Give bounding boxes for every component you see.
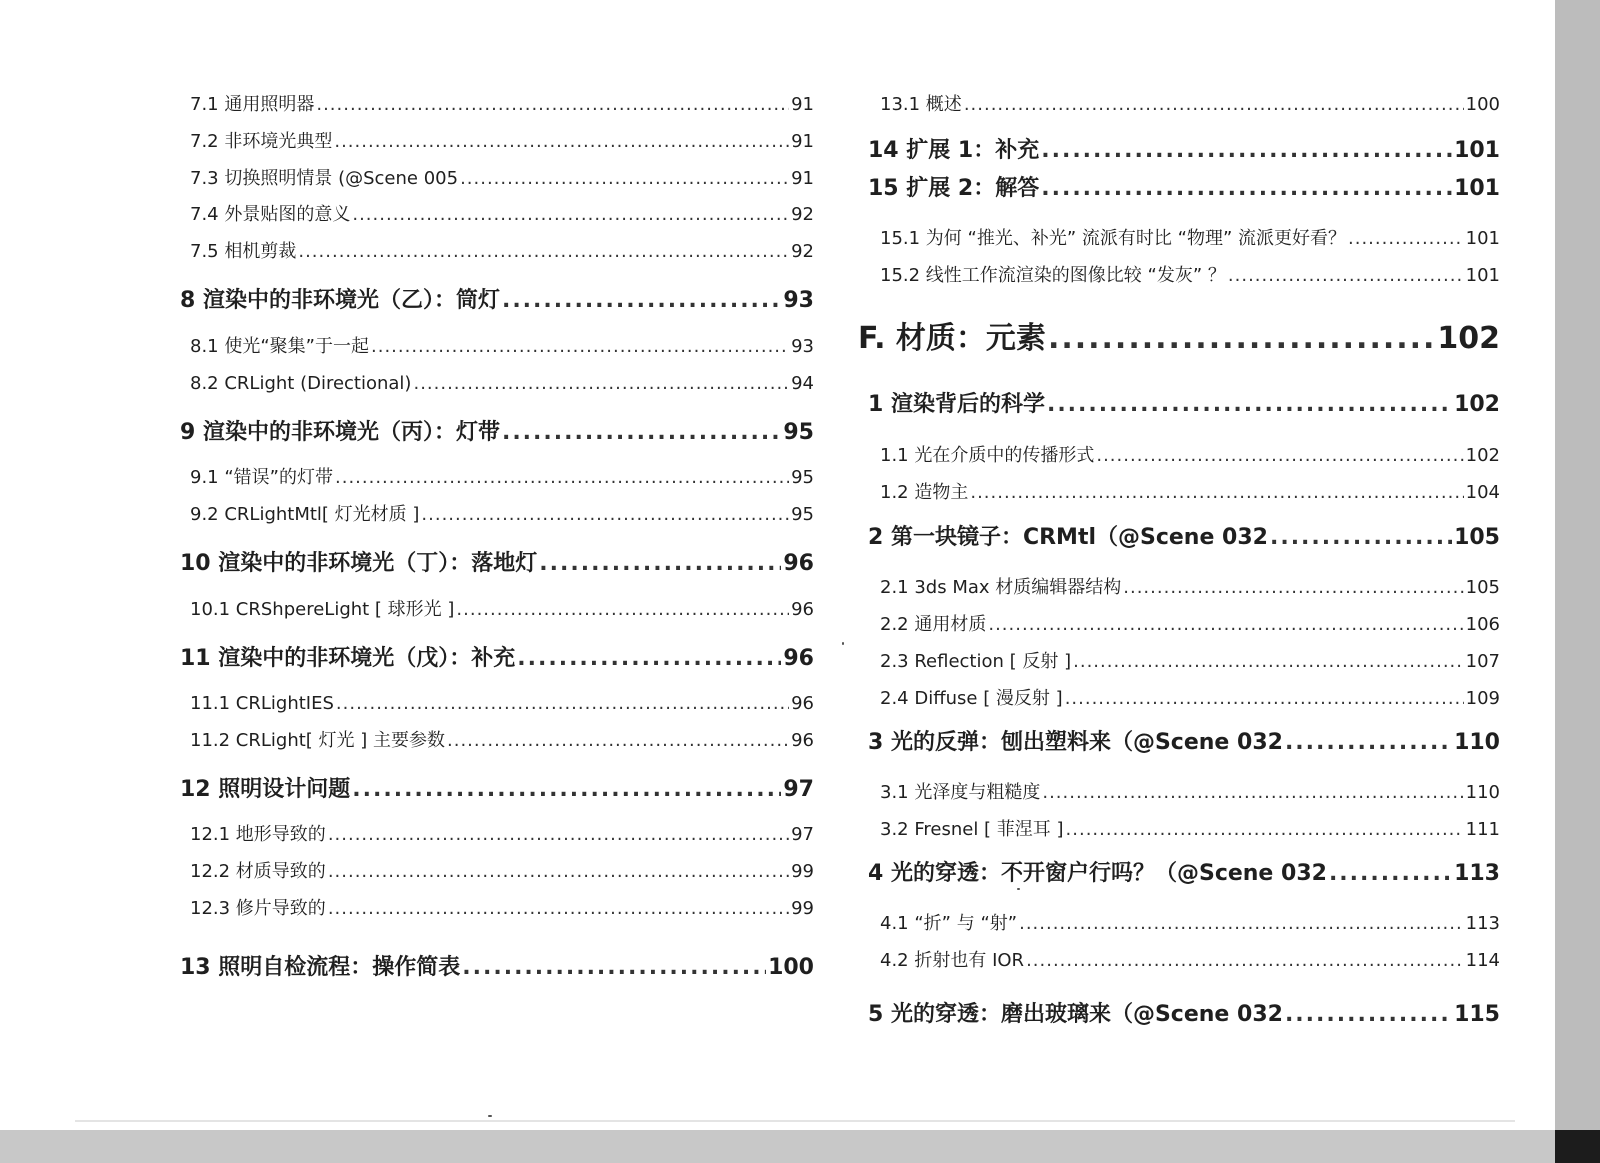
toc-entry [880,684,1500,714]
toc-entry-title: 2.2 通用材质 [880,614,987,635]
toc-leader-dots [1041,172,1452,206]
toc-entry [880,647,1500,677]
toc-entry-title: 10 渲染中的非环境光（丁）：落地灯 [180,551,538,576]
toc-leader-dots [328,894,789,924]
toc-entry-title: 7.3 切换照明情景 (@Scene 005 [190,168,459,189]
toc-leader-dots [1073,647,1464,677]
toc-page-number: 95 [783,420,814,445]
toc-page-number: 96 [791,730,814,751]
toc-leader-dots [336,689,789,719]
toc-page-number: 105 [1454,525,1500,550]
toc-page-number: 104 [1465,482,1500,503]
toc-page-number: 111 [1465,819,1500,840]
toc-page-number: 94 [791,373,814,394]
toc-entry-title: 8.2 CRLight (Directional) [190,373,412,394]
toc-entry [190,820,814,850]
scan-speck [488,1115,492,1117]
toc-entry-title: 8 渲染中的非环境光（乙）：筒灯 [180,288,500,313]
toc-entry [190,595,814,625]
toc-entry [880,441,1500,471]
toc-leader-dots [988,610,1463,640]
toc-leader-dots [964,90,1464,120]
toc-entry-title: 4.1 “折” 与 “射” [880,913,1018,934]
toc-entry-title: 15 扩展 2：解答 [868,176,1040,201]
toc-leader-dots [447,726,789,756]
toc-entry-title: 2.4 Diffuse [ 漫反射 ] [880,688,1063,709]
toc-leader-dots [1096,441,1463,471]
toc-entry-title: 9 渲染中的非环境光（丙）：灯带 [180,420,500,445]
toc-entry-title: 5 光的穿透：磨出玻璃来（@Scene 032 [868,1002,1283,1027]
toc-page-number: 93 [791,336,814,357]
toc-page-number: 110 [1465,782,1500,803]
toc-entry [880,909,1500,939]
toc-section-heading [868,726,1500,760]
toc-entry [880,224,1500,254]
toc-entry-title: 11.2 CRLight[ 灯光 ] 主要参数 [190,730,446,751]
scan-background-right [1555,0,1600,1163]
toc-leader-dots [352,773,781,807]
scan-background-bottom [0,1130,1600,1163]
toc-page-number: 102 [1454,392,1500,417]
toc-entry-title: 12 照明设计问题 [180,777,351,802]
scan-speck [842,642,844,645]
toc-entry-title: 12.2 材质导致的 [190,861,326,882]
toc-entry-title: F. 材质：元素 [858,321,1046,356]
toc-page-number: 91 [791,131,814,152]
toc-entry-title: 10.1 CRShpereLight [ 球形光 ] [190,599,455,620]
toc-entry [880,610,1500,640]
toc-entry-title: 7.4 外景贴图的意义 [190,204,351,225]
toc-leader-dots [539,547,781,581]
toc-leader-dots [970,478,1463,508]
toc-entry [880,815,1500,845]
toc-entry [880,261,1500,291]
toc-entry [190,857,814,887]
toc-entry-title: 9.2 CRLightMtl[ 灯光材质 ] [190,504,420,525]
toc-leader-dots [421,500,789,530]
toc-leader-dots [1065,684,1464,714]
toc-entry-title: 13.1 概述 [880,94,962,115]
toc-section-heading [868,172,1500,206]
toc-page-number: 101 [1454,176,1500,201]
toc-leader-dots [1042,778,1463,808]
toc-leader-dots [462,951,766,985]
toc-entry-title: 12.1 地形导致的 [190,824,326,845]
toc-entry-title: 15.2 线性工作流渲染的图像比较 “发灰” ？ [880,265,1226,286]
toc-leader-dots [1123,573,1463,603]
toc-leader-dots [298,237,789,267]
toc-page-number: 113 [1465,913,1500,934]
toc-page-number: 91 [791,94,814,115]
toc-page-number: 114 [1465,950,1500,971]
toc-page-number: 107 [1465,651,1500,672]
scan-background-corner [1555,1130,1600,1163]
toc-page-number: 102 [1437,321,1500,356]
toc-entry-title: 7.1 通用照明器 [190,94,315,115]
toc-entry [190,500,814,530]
toc-page-number: 99 [791,861,814,882]
toc-entry-title: 11 渲染中的非环境光（戊）：补充 [180,646,516,671]
toc-entry [880,478,1500,508]
toc-page-number: 109 [1465,688,1500,709]
toc-entry [880,573,1500,603]
toc-page-number: 95 [791,467,814,488]
toc-entry [190,894,814,924]
toc-page-number: 96 [791,693,814,714]
toc-page-number: 97 [791,824,814,845]
toc-entry [190,726,814,756]
toc-leader-dots [1270,521,1452,555]
toc-entry-title: 2 第一块镜子：CRMtl（@Scene 032 [868,525,1268,550]
toc-entry-title: 15.1 为何 “推光、补光” 流派有时比 “物理” 流派更好看？ [880,228,1346,249]
toc-leader-dots [1026,946,1464,976]
toc-entry-title: 9.1 “错误”的灯带 [190,467,333,488]
toc-page-number: 96 [783,646,814,671]
toc-leader-dots [335,463,789,493]
toc-page-number: 101 [1465,265,1500,286]
toc-entry [190,237,814,267]
toc-entry-title: 3.1 光泽度与粗糙度 [880,782,1041,803]
toc-entry-title: 14 扩展 1：补充 [868,138,1040,163]
toc-leader-dots [1047,388,1452,422]
toc-entry-title: 1 渲染背后的科学 [868,392,1045,417]
toc-entry [190,127,814,157]
toc-leader-dots [371,332,789,362]
toc-leader-dots [328,820,789,850]
toc-entry-title: 2.1 3ds Max 材质编辑器结构 [880,577,1122,598]
toc-section-heading [180,951,814,985]
toc-page-number: 96 [783,551,814,576]
toc-section-heading [868,388,1500,422]
toc-page-number: 92 [791,204,814,225]
toc-leader-dots [1285,998,1452,1032]
toc-leader-dots [1041,134,1452,168]
toc-section-heading [868,998,1500,1032]
toc-leader-dots [316,90,789,120]
toc-section-heading [180,642,814,676]
toc-leader-dots [502,284,781,318]
toc-leader-dots [1285,726,1452,760]
toc-section-heading [868,134,1500,168]
toc-page-number: 96 [791,599,814,620]
toc-section-heading [180,547,814,581]
toc-entry [190,689,814,719]
toc-leader-dots [460,164,789,194]
toc-leader-dots [352,200,789,230]
toc-page-number: 115 [1454,1002,1500,1027]
toc-part-heading [858,317,1500,361]
toc-entry [190,332,814,362]
toc-page-number: 93 [783,288,814,313]
toc-leader-dots [1228,261,1464,291]
toc-page-number: 106 [1465,614,1500,635]
toc-page-number: 110 [1454,730,1500,755]
toc-entry [190,463,814,493]
toc-entry [880,946,1500,976]
toc-leader-dots [502,416,781,450]
toc-page-number: 101 [1454,138,1500,163]
toc-leader-dots [413,369,789,399]
toc-section-heading [180,284,814,318]
toc-section-heading [868,857,1500,891]
toc-entry-title: 7.5 相机剪裁 [190,241,297,262]
toc-entry [190,164,814,194]
toc-entry-title: 4 光的穿透：不开窗户行吗？（@Scene 032 [868,861,1327,886]
toc-page-number: 97 [783,777,814,802]
toc-entry [880,90,1500,120]
toc-entry-title: 1.1 光在介质中的传播形式 [880,445,1095,466]
toc-entry [880,778,1500,808]
toc-section-heading [180,773,814,807]
toc-page-number: 100 [768,955,814,980]
toc-leader-dots [1019,909,1464,939]
toc-page-number: 100 [1465,94,1500,115]
toc-entry-title: 3.2 Fresnel [ 菲涅耳 ] [880,819,1064,840]
toc-section-heading [180,416,814,450]
toc-leader-dots [1329,857,1452,891]
toc-leader-dots [456,595,789,625]
toc-leader-dots [1348,224,1464,254]
toc-leader-dots [517,642,781,676]
toc-entry-title: 1.2 造物主 [880,482,969,503]
toc-page-number: 95 [791,504,814,525]
toc-page-number: 102 [1465,445,1500,466]
toc-page-number: 101 [1465,228,1500,249]
toc-leader-dots [1048,317,1435,361]
toc-entry [190,369,814,399]
toc-entry-title: 7.2 非环境光典型 [190,131,333,152]
toc-entry-title: 8.1 使光“聚集”于一起 [190,336,369,357]
toc-page-number: 91 [791,168,814,189]
toc-entry-title: 11.1 CRLightIES [190,693,334,714]
toc-section-heading [868,521,1500,555]
toc-entry [190,200,814,230]
toc-leader-dots [1066,815,1464,845]
toc-leader-dots [328,857,789,887]
toc-page-number: 113 [1454,861,1500,886]
toc-page-number: 105 [1465,577,1500,598]
toc-entry-title: 2.3 Reflection [ 反射 ] [880,651,1072,672]
toc-entry-title: 3 光的反弹：刨出塑料来（@Scene 032 [868,730,1283,755]
toc-leader-dots [334,127,789,157]
toc-page-number: 92 [791,241,814,262]
scan-speck [1017,888,1020,890]
toc-entry-title: 13 照明自检流程：操作简表 [180,955,461,980]
toc-entry-title: 4.2 折射也有 IOR [880,950,1025,971]
toc-entry-title: 12.3 修片导致的 [190,898,326,919]
toc-page-number: 99 [791,898,814,919]
toc-entry [190,90,814,120]
